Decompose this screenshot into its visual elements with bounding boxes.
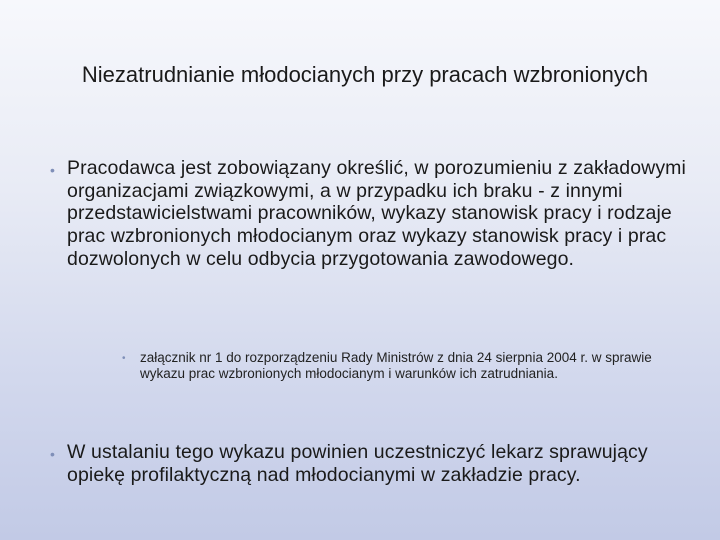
bullet-text: W ustalaniu tego wykazu powinien uczestniczyć lekarz sprawujący opiekę profilaktyczną nad młodocianymi w zakładzie pracy. (67, 441, 648, 486)
bullet-marker: • (50, 162, 56, 178)
slide-title: Niezatrudnianie młodocianych przy pracach wzbronionych (81, 62, 649, 87)
sub-bullet-item-regulation (122, 350, 682, 382)
bullet-item-doctor-participation (50, 441, 695, 486)
bullet-marker: • (50, 446, 56, 462)
bullet-text: załącznik nr 1 do rozporządzeniu Rady Ministrów z dnia 24 sierpnia 2004 r. w sprawie wykazu prac wzbronionych młodocianym i warunków ich zatrudniania. (140, 350, 652, 381)
bullet-marker: • (122, 353, 126, 364)
bullet-item-employer-duty (50, 157, 695, 271)
bullet-text: Pracodawca jest zobowiązany określić, w porozumieniu z zakładowymi organizacjami związkowymi, a w przypadku ich braku - z innymi przedstawicielstwami pracowników, wykazy stanowisk pracy i rodzaje prac wzbronionych młodocianym oraz wykazy stanowisk pracy i prac dozwolonych w celu odbycia przygotowania zawodowego. (67, 157, 686, 270)
